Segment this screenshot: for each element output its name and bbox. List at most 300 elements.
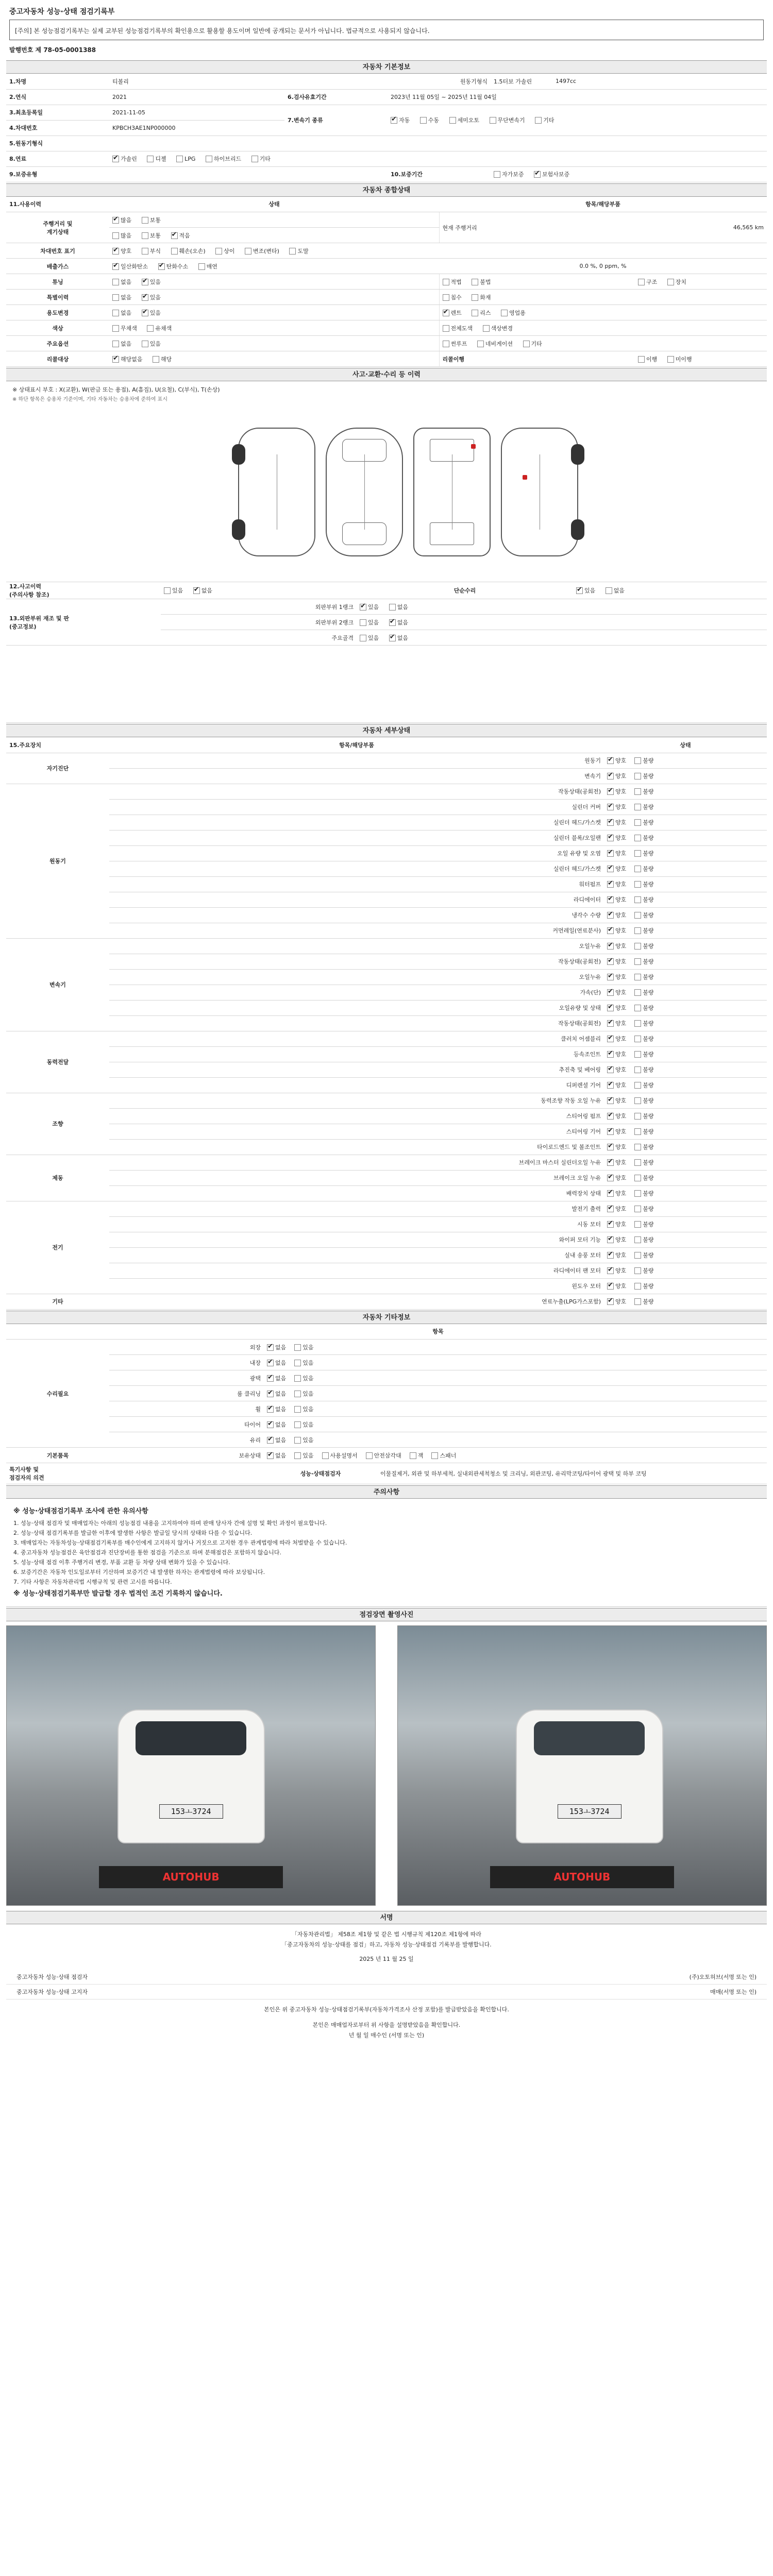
notice-heading: ※ 성능·상태점검기록부 조사에 관한 유의사항: [13, 1507, 148, 1515]
basic-row-reg-date: [6, 105, 767, 120]
autohub-banner: AUTOHUB: [99, 1866, 283, 1888]
opinion-text: 이물질제거, 외관 및 하부세척, 실내외관세척청소 및 크리닝, 외관코팅, 유리막코팅/타이어 광택 및 하부 코팅: [377, 1463, 767, 1484]
row-value: KPBCH3AE1NP000000: [109, 120, 284, 135]
item-state: ✔ 양호 불량: [604, 1201, 767, 1216]
detail-row: [6, 1015, 767, 1031]
row-label: 주요옵션: [6, 336, 109, 351]
item-label: 실린더 헤드/가스켓: [264, 815, 604, 830]
item-state: ✔ 양호 불량: [604, 907, 767, 923]
other-row: [6, 1355, 767, 1370]
item-state: ✔ 양호 불량: [604, 1062, 767, 1077]
detail-row: [6, 1124, 767, 1139]
item-state: ✔ 양호 불량: [604, 861, 767, 876]
checkbox-icon: [634, 1082, 641, 1089]
col-header: 상태: [109, 197, 439, 212]
item-label: 워터펌프: [264, 876, 604, 892]
basic-row-warranty: [6, 166, 767, 182]
checkbox-icon: [607, 1020, 614, 1027]
checkbox-icon: [472, 279, 478, 285]
row-label: 주행거리 및 계기상태: [6, 212, 109, 243]
row-sub-options: ✔ 렌트 리스 영업용: [439, 305, 767, 320]
checkbox-icon: [634, 773, 641, 779]
general-row-special: [6, 290, 767, 305]
checkbox-icon: [294, 1391, 301, 1397]
row-sub-label: 주요골격: [161, 630, 357, 646]
checkbox-icon: [634, 1020, 641, 1027]
row-label: 색상: [6, 320, 109, 336]
item-label: 냉각수 수량: [264, 907, 604, 923]
checkbox-icon: [607, 850, 614, 857]
section-photos-header: 점검장면 촬영사진: [6, 1608, 767, 1621]
checkbox-icon: [267, 1360, 274, 1366]
checkbox-icon: [634, 1036, 641, 1042]
checkbox-icon: [523, 341, 530, 347]
checkbox-icon: [607, 1283, 614, 1290]
accident-detail-grid: [6, 646, 767, 723]
item-label: 변속기: [264, 768, 604, 784]
item-label: 광택: [109, 1370, 264, 1386]
item-label: 룸 클리닝: [109, 1386, 264, 1401]
item-label: 클러치 어셈블리: [264, 1031, 604, 1046]
row-options: 있음 ✔ 없음: [357, 615, 767, 630]
checkbox-icon: [267, 1452, 274, 1459]
inspection-photo-front: [6, 1625, 376, 1906]
item-state: ✔ 양호 불량: [604, 1185, 767, 1201]
checkbox-icon: [607, 943, 614, 950]
checkbox-icon: [443, 294, 449, 301]
checkbox-icon: [607, 1236, 614, 1243]
checkbox-icon: [112, 217, 119, 224]
signer-name: 매매(서명 또는 인): [710, 1988, 757, 1995]
item-label: 라디에이터: [264, 892, 604, 907]
checkbox-icon: [142, 341, 148, 347]
checkbox-icon: [634, 1190, 641, 1197]
checkbox-icon: [607, 958, 614, 965]
checkbox-icon: [112, 294, 119, 301]
col-header: 항목: [109, 1324, 767, 1340]
checkbox-icon: [634, 881, 641, 888]
item-label: 연료누출(LPG가스포함): [264, 1294, 604, 1309]
notice-line: 4. 중고자동차 성능점검은 육안점검과 진단장비를 통한 점검을 기준으로 하며 분해점검은 포함하지 않습니다.: [13, 1549, 281, 1556]
checkbox-icon: [607, 1113, 614, 1120]
license-plate: 153ㅗ3724: [159, 1804, 223, 1819]
detail-table: [6, 737, 767, 1310]
item-state: ✔ 양호 불량: [604, 923, 767, 938]
detail-row: [6, 1278, 767, 1294]
item-state: ✔ 양호 불량: [604, 1155, 767, 1170]
checkbox-icon: [142, 217, 148, 224]
detail-row: [6, 799, 767, 815]
checkbox-icon: [606, 587, 612, 594]
photo-strip: [6, 1621, 767, 1910]
checkbox-icon: [634, 989, 641, 996]
general-table: [6, 197, 767, 367]
checkbox-icon: [607, 881, 614, 888]
item-label: 등속조인트: [264, 1046, 604, 1062]
basic-row-name: [6, 74, 767, 89]
checkbox-icon: [634, 819, 641, 826]
checkbox-icon: [607, 1097, 614, 1104]
checkbox-icon: [267, 1421, 274, 1428]
item-label: 실린더 커버: [264, 799, 604, 815]
item-label: 오일누유: [264, 969, 604, 985]
checkbox-icon: [267, 1391, 274, 1397]
section-other-header: 자동차 기타정보: [6, 1311, 767, 1324]
checkbox-icon: [607, 1175, 614, 1181]
detail-row: [6, 1216, 767, 1232]
item-state: ✔ 없음 있음: [264, 1432, 767, 1448]
checkbox-icon: [112, 156, 119, 162]
checkbox-icon: [267, 1344, 274, 1351]
opinion-table: [6, 1463, 767, 1484]
detail-row: [6, 830, 767, 845]
row-label: 특기사항 및 점검자의 의견: [6, 1463, 109, 1484]
checkbox-icon: [477, 341, 484, 347]
item-state: ✔ 없음 있음: [264, 1417, 767, 1432]
checkbox-icon: [534, 171, 541, 178]
detail-row: [6, 1185, 767, 1201]
notice-block: [6, 1499, 767, 1607]
row-options: ✔ 있음 없음: [573, 582, 767, 599]
checkbox-icon: [607, 788, 614, 795]
group-label: 동력전달: [6, 1031, 109, 1093]
checkbox-icon: [634, 1159, 641, 1166]
row-label: 10.보증기간: [388, 166, 491, 182]
checkbox-icon: [112, 325, 119, 332]
item-state: ✔ 양호 불량: [604, 1015, 767, 1031]
checkbox-icon: [607, 912, 614, 919]
document-number: 발행번호 제 78-05-0001388: [9, 46, 96, 54]
item-state: ✔ 양호 불량: [604, 1247, 767, 1263]
damage-mark-icon: [523, 475, 527, 480]
other-row: [6, 1448, 767, 1463]
checkbox-icon: [576, 587, 583, 594]
checkbox-icon: [634, 1283, 641, 1290]
damage-mark-icon: [471, 444, 476, 449]
item-state: ✔ 없음 있음 사용설명서 안전삼각대 잭 스패너: [264, 1448, 767, 1463]
checkbox-icon: [443, 341, 449, 347]
mileage-label: 현재 주행거리: [439, 212, 635, 243]
checkbox-icon: [634, 1252, 641, 1259]
item-state: ✔ 양호 불량: [604, 938, 767, 954]
basic-row-engine: [6, 135, 767, 151]
notice-line: 1. 성능·상태 점검자 및 매매업자는 아래의 성능점검 내용을 고지하여야 하며 판매 당사자 간에 설명 및 확인 과정이 필요합니다.: [13, 1519, 327, 1527]
group-label: 수리필요: [6, 1340, 109, 1448]
group-label: 조향: [6, 1093, 109, 1155]
damage-legend-sub: ※ 하단 항목은 승용차 기준이며, 기타 자동차는 승용차에 준하여 표시: [12, 397, 167, 402]
signer-row: [6, 1985, 767, 1999]
transmission-options: ✔ 자동 수동 세미오토 무단변속기 기타: [388, 105, 767, 135]
detail-row: [6, 1108, 767, 1124]
section-accident-header: 사고·교환·수리 등 이력: [6, 368, 767, 381]
general-row-recall: [6, 351, 767, 367]
autohub-banner: AUTOHUB: [490, 1866, 675, 1888]
row-options: 많음 보통 ✔ 적음: [109, 228, 439, 243]
item-label: 작동상태(공회전): [264, 784, 604, 799]
row-options: ✔ 일산화탄소 ✔ 탄화수소 매연: [109, 259, 439, 274]
item-label: 브레이크 오일 누유: [264, 1170, 604, 1185]
checkbox-icon: [607, 1267, 614, 1274]
item-state: ✔ 양호 불량: [604, 784, 767, 799]
notice-line: 3. 매매업자는 자동차성능·상태점검기록부를 매수인에게 고지하지 않거나 거짓으로 고지한 경우 관계법령에 따라 처벌받을 수 있습니다.: [13, 1539, 347, 1546]
detail-row: [6, 876, 767, 892]
checkbox-icon: [360, 619, 366, 626]
detail-row: [6, 1031, 767, 1046]
other-row: [6, 1340, 767, 1355]
other-row: [6, 1432, 767, 1448]
detail-row: [6, 985, 767, 1000]
checkbox-icon: [198, 263, 205, 270]
row-label: 1.차명: [6, 74, 109, 89]
checkbox-icon: [607, 804, 614, 810]
item-label: 오일 유량 및 오염: [264, 845, 604, 861]
other-row: [6, 1370, 767, 1386]
col-header: 11.사용이력: [6, 197, 109, 212]
damage-legend: ※ 상태표시 부호 : X(교환), W(판금 또는 용접), A(흠집), U(요철), C(부식), T(손상): [12, 386, 220, 393]
item-state: ✔ 양호 불량: [604, 876, 767, 892]
row-value: 2023년 11월 05일 ~ 2025년 11월 04일: [388, 89, 767, 105]
checkbox-icon: [142, 310, 148, 316]
row-label: 리콜이행: [439, 351, 635, 367]
checkbox-icon: [634, 757, 641, 764]
checkbox-icon: [607, 974, 614, 980]
general-row-color: [6, 320, 767, 336]
accident-table: [6, 582, 767, 646]
section-notice-header: 주의사항: [6, 1485, 767, 1499]
checkbox-icon: [607, 989, 614, 996]
item-label: 실린더 헤드/가스켓: [264, 861, 604, 876]
detail-row: [6, 768, 767, 784]
item-label: 원동기: [264, 753, 604, 768]
checkbox-icon: [634, 1097, 641, 1104]
mileage-value: 46,565 km: [635, 212, 767, 243]
checkbox-icon: [607, 1206, 614, 1212]
sign-statement: 「자동차관리법」 제58조 제1항 및 같은 법 시행규칙 제120조 제1항에 따라: [291, 1930, 482, 1938]
item-label: 발전기 출력: [264, 1201, 604, 1216]
detail-row: [6, 1201, 767, 1216]
item-label: 스티어링 펌프: [264, 1108, 604, 1124]
checkbox-icon: [535, 117, 542, 124]
item-label: 시동 모터: [264, 1216, 604, 1232]
buyer-confirm-line: 본인은 매매업자로부터 위 사항을 설명받았음을 확인합니다.: [312, 2021, 461, 2028]
item-state: ✔ 양호 불량: [604, 1294, 767, 1309]
checkbox-icon: [294, 1375, 301, 1382]
row-label: 13.외판부위 재조 및 판 (중고정보): [6, 599, 161, 646]
row-label: 차대번호 표기: [6, 243, 109, 259]
col-header: 15.주요장치: [6, 737, 109, 753]
other-row: [6, 1417, 767, 1432]
other-table: [6, 1324, 767, 1464]
item-state: ✔ 양호 불량: [604, 1263, 767, 1278]
detail-row: [6, 815, 767, 830]
item-state: ✔ 양호 불량: [604, 815, 767, 830]
checkbox-icon: [607, 819, 614, 826]
row-label: 3.최초등록일: [6, 105, 109, 120]
row-label: 용도변경: [6, 305, 109, 320]
checkbox-icon: [294, 1406, 301, 1413]
item-label: 내장: [109, 1355, 264, 1370]
checkbox-icon: [366, 1452, 373, 1459]
checkbox-icon: [176, 156, 183, 162]
checkbox-icon: [164, 587, 171, 594]
item-label: 동력조향 작동 오일 누유: [264, 1093, 604, 1108]
detail-row: [6, 1232, 767, 1247]
item-state: ✔ 양호 불량: [604, 1139, 767, 1155]
row-options: 없음 ✔ 있음: [109, 290, 439, 305]
detail-row: [6, 861, 767, 876]
col-header: 항목/해당부품: [109, 737, 604, 753]
row-label: 리콜대상: [6, 351, 109, 367]
item-label: 가속(단): [264, 985, 604, 1000]
row-options: 없음 ✔ 있음: [109, 305, 439, 320]
notice-line: 7. 기타 사항은 자동차관리법 시행규칙 및 관련 고시를 따릅니다.: [13, 1578, 172, 1585]
checkbox-icon: [634, 1066, 641, 1073]
notice-emphasis: ※ 성능·상태점검기록부만 발급할 경우 법적인 조건 기록하지 않습니다.: [13, 1589, 223, 1598]
detail-row: [6, 1000, 767, 1015]
checkbox-icon: [193, 587, 200, 594]
checkbox-icon: [607, 1159, 614, 1166]
item-state: ✔ 없음 있음: [264, 1370, 767, 1386]
checkbox-icon: [267, 1406, 274, 1413]
checkbox-icon: [607, 866, 614, 872]
checkbox-icon: [607, 1036, 614, 1042]
item-state: ✔ 양호 불량: [604, 1278, 767, 1294]
item-state: ✔ 양호 불량: [604, 845, 767, 861]
row-label: 4.차대번호: [6, 120, 109, 135]
checkbox-icon: [607, 773, 614, 779]
section-basic-header: 자동차 기본정보: [6, 60, 767, 74]
other-row: [6, 1401, 767, 1417]
checkbox-icon: [215, 248, 222, 255]
checkbox-icon: [171, 248, 178, 255]
detail-row: [6, 1263, 767, 1278]
item-state: ✔ 양호 불량: [604, 1124, 767, 1139]
row-sub-label: 외판부위 1랭크: [161, 599, 357, 615]
checkbox-icon: [267, 1437, 274, 1444]
checkbox-icon: [171, 232, 178, 239]
detail-row: [6, 845, 767, 861]
item-label: 스티어링 기어: [264, 1124, 604, 1139]
report-title: 중고자동차 성능·상태 점검기록부: [9, 8, 115, 16]
item-label: 작동상태(공회전): [264, 954, 604, 969]
checkbox-icon: [607, 896, 614, 903]
notice-line: 2. 성능·상태 점검기록부를 발급한 이후에 발생한 사항은 발급일 당시의 상태와 다를 수 있습니다.: [13, 1529, 253, 1536]
row-label: 2.연식: [6, 89, 109, 105]
item-label: 실린더 블록/오일팬: [264, 830, 604, 845]
section-general-header: 자동차 종합상태: [6, 183, 767, 197]
checkbox-icon: [360, 635, 366, 641]
checkbox-icon: [112, 279, 119, 285]
col-header: 상태: [604, 737, 767, 753]
checkbox-icon: [245, 248, 251, 255]
item-state: ✔ 없음 있음: [264, 1386, 767, 1401]
checkbox-icon: [634, 1236, 641, 1243]
notice-line: 5. 성능·상태 점검 이후 주행거리 변경, 부품 교환 등 차량 상태 변화가 있을 수 있습니다.: [13, 1558, 230, 1566]
checkbox-icon: [251, 156, 258, 162]
checkbox-icon: [634, 1113, 641, 1120]
checkbox-icon: [634, 1051, 641, 1058]
buyer-confirm-block: [6, 1999, 767, 2046]
row-label: 6.검사유효기간: [284, 89, 388, 105]
checkbox-icon: [142, 279, 148, 285]
row-sub-label: 외판부위 2랭크: [161, 615, 357, 630]
item-state: ✔ 양호 불량: [604, 1093, 767, 1108]
checkbox-icon: [147, 156, 154, 162]
signer-role: 중고자동차 성능·상태 점검자: [16, 1973, 88, 1980]
checkbox-icon: [634, 958, 641, 965]
detail-row: [6, 954, 767, 969]
checkbox-icon: [638, 356, 645, 363]
checkbox-icon: [360, 604, 366, 611]
row-options: 없음 ✔ 있음: [109, 274, 439, 290]
checkbox-icon: [607, 757, 614, 764]
checkbox-icon: [142, 232, 148, 239]
row-options: ✔ 양호 부식 훼손(오손) 상이 변조(변타) 도말: [109, 243, 767, 259]
general-header-row: [6, 197, 767, 212]
item-label: 오일누유: [264, 938, 604, 954]
group-label: 전기: [6, 1201, 109, 1294]
item-label: 작동상태(공회전): [264, 1015, 604, 1031]
car-frame-view-icon: [413, 428, 491, 556]
detail-row: [6, 892, 767, 907]
item-label: 라디에이터 팬 모터: [264, 1263, 604, 1278]
detail-row: [6, 1170, 767, 1185]
col-header: 항목/해당부품: [439, 197, 767, 212]
detail-row: [6, 753, 767, 768]
item-state: ✔ 없음 있음: [264, 1401, 767, 1417]
checkbox-icon: [112, 341, 119, 347]
sign-date: 2025 년 11 월 25 일: [359, 1955, 414, 1962]
inspection-photo-rear: [397, 1625, 767, 1906]
item-label: 윈도우 모터: [264, 1278, 604, 1294]
detail-row: [6, 1093, 767, 1108]
item-label: 와이퍼 모터 기능: [264, 1232, 604, 1247]
item-label: 오일유량 및 상태: [264, 1000, 604, 1015]
item-label: 브레이크 마스터 실린더오일 누유: [264, 1155, 604, 1170]
group-label: 기본품목: [6, 1448, 109, 1463]
damage-diagram: [6, 381, 767, 582]
checkbox-icon: [142, 294, 148, 301]
item-state: ✔ 양호 불량: [604, 799, 767, 815]
checkbox-icon: [634, 1005, 641, 1011]
row-options: ✔많음 보통: [109, 212, 439, 228]
checkbox-icon: [634, 788, 641, 795]
checkbox-icon: [634, 1298, 641, 1305]
checkbox-icon: [389, 635, 396, 641]
checkbox-icon: [389, 619, 396, 626]
checkbox-icon: [472, 310, 478, 316]
detail-row: [6, 1062, 767, 1077]
row-label: 원동기형식: [388, 74, 491, 89]
checkbox-icon: [294, 1344, 301, 1351]
row-options: 무채색 유채색: [109, 320, 439, 336]
detail-row: [6, 923, 767, 938]
row-label: 12.사고이력 (주의사항 참조): [6, 582, 161, 599]
checkbox-icon: [634, 896, 641, 903]
checkbox-icon: [607, 927, 614, 934]
row-sub-options: 구조 장치: [635, 274, 767, 290]
basic-info-table: [6, 74, 767, 182]
basic-row-fuel: [6, 151, 767, 166]
emission-values: 0.0 %, 0 ppm, %: [439, 259, 767, 274]
sign-block: [6, 1924, 767, 1970]
checkbox-icon: [294, 1421, 301, 1428]
item-state: ✔ 양호 불량: [604, 985, 767, 1000]
item-state: ✔ 양호 불량: [604, 753, 767, 768]
row-sub-options: 이행 미이행: [635, 351, 767, 367]
item-state: ✔ 양호 불량: [604, 1000, 767, 1015]
buyer-confirm-line: 본인은 위 중고자동차 성능·상태점검기록부(자동차가격조사 산정 포함)를 발급받았음을 확인합니다.: [264, 2006, 509, 2013]
